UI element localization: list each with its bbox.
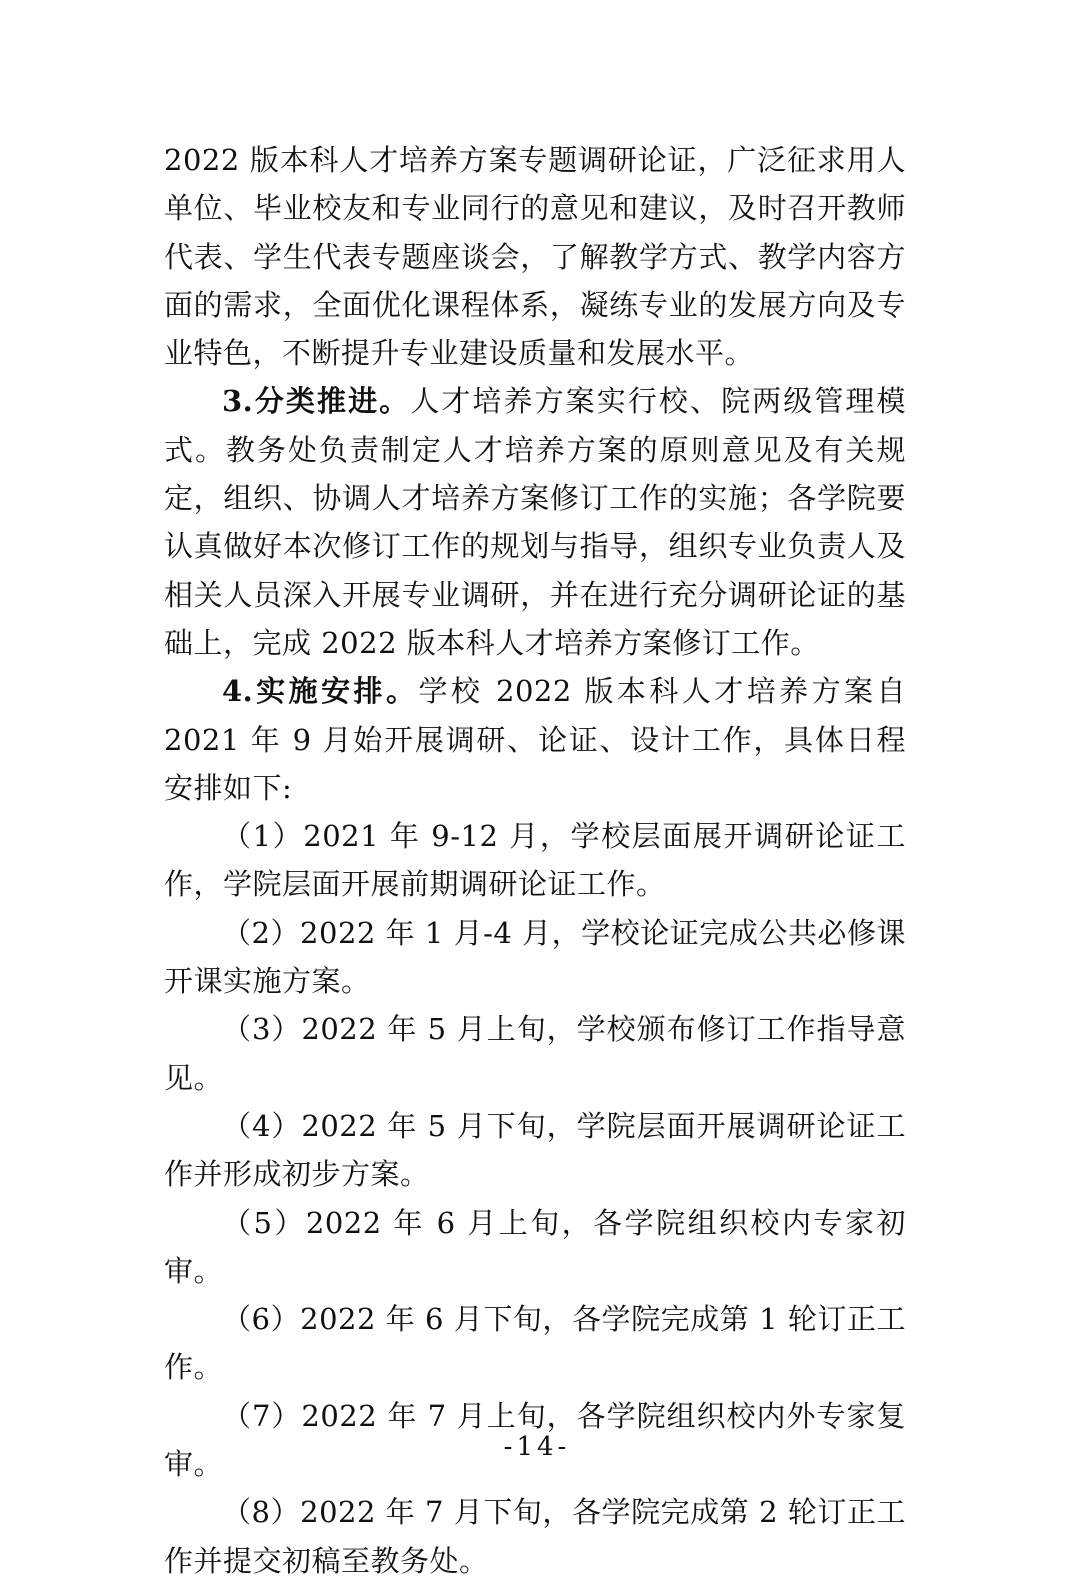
paragraph-heading: 3.分类推进。 (222, 384, 411, 419)
paragraph-classified-advance (164, 377, 906, 667)
schedule-item: （8）2022 年 7 月下旬，各学院完成第 2 轮订正工作并提交初稿至教务处。 (164, 1495, 906, 1578)
schedule-item: （7）2022 年 7 月上旬，各学院组织校内外专家复审。 (164, 1398, 906, 1482)
paragraph-text: 人才培养方案实行校、院两级管理模式。教务处负责制定人才培养方案的原则意见及有关规定，组织、协调人才培养方案修订工作的实施；各学院要认真做好本次修订工作的规划与指导，组织专业负责人及相关人员深入开展专业调研，并在进行充分调研论证的基础上，完成 2022 版本科人才培养方案修订工作。 (164, 384, 906, 660)
schedule-item: （4）2022 年 5 月下旬，学院层面开展调研论证工作并形成初步方案。 (164, 1108, 906, 1192)
paragraph-heading: 4.实施安排。 (222, 674, 419, 709)
schedule-item: （1）2021 年 9-12 月，学校层面展开调研论证工作，学院层面开展前期调研论证工作。 (164, 819, 906, 902)
schedule-item: （3）2022 年 5 月上旬，学校颁布修订工作指导意见。 (164, 1012, 906, 1095)
paragraph-text: 学校 2022 版本科人才培养方案自 2021 年 9 月始开展调研、论证、设计工作，具体日程安排如下: (164, 674, 906, 805)
document-body (164, 136, 906, 1585)
schedule-item: （6）2022 年 6 月下旬，各学院完成第 1 轮订正工作。 (164, 1302, 906, 1385)
paragraph-continuation (164, 136, 906, 377)
schedule-item: （2）2022 年 1 月-4 月，学校论证完成公共必修课开课实施方案。 (164, 915, 906, 999)
paragraph-text: 2022 版本科人才培养方案专题调研论证，广泛征求用人单位、毕业校友和专业同行的意见和建议，及时召开教师代表、学生代表专题座谈会，了解教学方式、教学内容方面的需求，全面优化课程体系，凝练专业的发展方向及专业特色，不断提升专业建设质量和发展水平。 (164, 143, 906, 371)
schedule-item: （5）2022 年 6 月上旬，各学院组织校内专家初审。 (164, 1205, 906, 1288)
paragraph-implementation (164, 667, 906, 812)
page-number: -14- (503, 1432, 571, 1462)
